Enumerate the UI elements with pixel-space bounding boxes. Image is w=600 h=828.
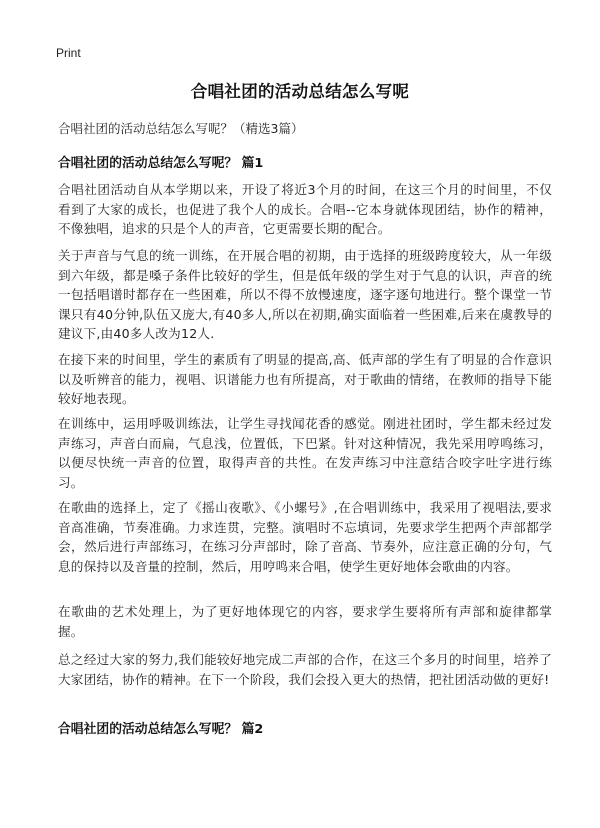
paragraph-6: 在歌曲的艺术处理上，为了更好地体现它的内容，要求学生要将所有声部和旋律都掌握。 xyxy=(58,604,552,639)
paragraph-7: 总之经过大家的努力,我们能较好地完成二声部的合作，在这三个多月的时间里，培养了大家团结，协作的精神。在下一个阶段，我们会投入更大的热情，把社团活动做的更好! xyxy=(58,652,552,687)
paragraph-4: 在训练中，运用呼吸训练法，让学生寻找闻花香的感觉。刚进社团时，学生都未经过发声练习，声音白而扁，气息浅，位置低，下巴紧。针对这种情况，我先采用哼鸣练习，以便尽快统一声音的位置，取得声音的共性。在发声练习中注意结合咬字吐字进行练习。 xyxy=(58,416,552,490)
section-heading-1: 合唱社团的活动总结怎么写呢？ 篇1 xyxy=(58,156,264,171)
print-label[interactable]: Print xyxy=(56,46,81,60)
paragraph-5: 在歌曲的选择上，定了《摇山夜歌》、《小螺号》,在合唱训练中，我采用了视唱法,要求音高准确，节奏准确。力求连贯，完整。演唱时不忘填词，先要求学生把两个声部都学会，然后进行声部练习，在练习分声部时，除了音高、节奏外，应注意正确的分句，气息的保持以及音量的控制，然后，用哼鸣来合唱，使学生更好地体会歌曲的内容。 xyxy=(58,500,552,574)
document-subtitle: 合唱社团的活动总结怎么写呢？（精选3篇） xyxy=(58,121,304,136)
paragraph-3: 在接下来的时间里，学生的素质有了明显的提高,高、低声部的学生有了明显的合作意识以及听辨音的能力，视唱、识谱能力也有所提高，对于歌曲的情绪，在教师的指导下能较好地表现。 xyxy=(58,352,552,406)
section-heading-2: 合唱社团的活动总结怎么写呢？ 篇2 xyxy=(58,722,264,737)
paragraph-2: 关于声音与气息的统一训练，在开展合唱的初期，由于选择的班级跨度较大，从一年级到六年级，都是嗓子条件比较好的学生，但是低年级的学生对于气息的认识，声音的统一包括唱谱时都存在一些困难，所以不得不放慢速度，逐字逐句地进行。整个课堂一节课只有40分钟,队伍又庞大,有40多人,所以在初期,确实面临着一些困难,后来在虞教导的建议下,由40多人改为12人. xyxy=(58,248,552,341)
document-title: 合唱社团的活动总结怎么写呢 xyxy=(190,82,410,101)
paragraph-1: 合唱社团活动自从本学期以来，开设了将近3个月的时间，在这三个月的时间里，不仅看到了大家的成长，也促进了我个人的成长。合唱--它本身就体现团结，协作的精神，不像独唱，追求的只是个人的声音，它更需要长期的配合。 xyxy=(58,182,552,236)
